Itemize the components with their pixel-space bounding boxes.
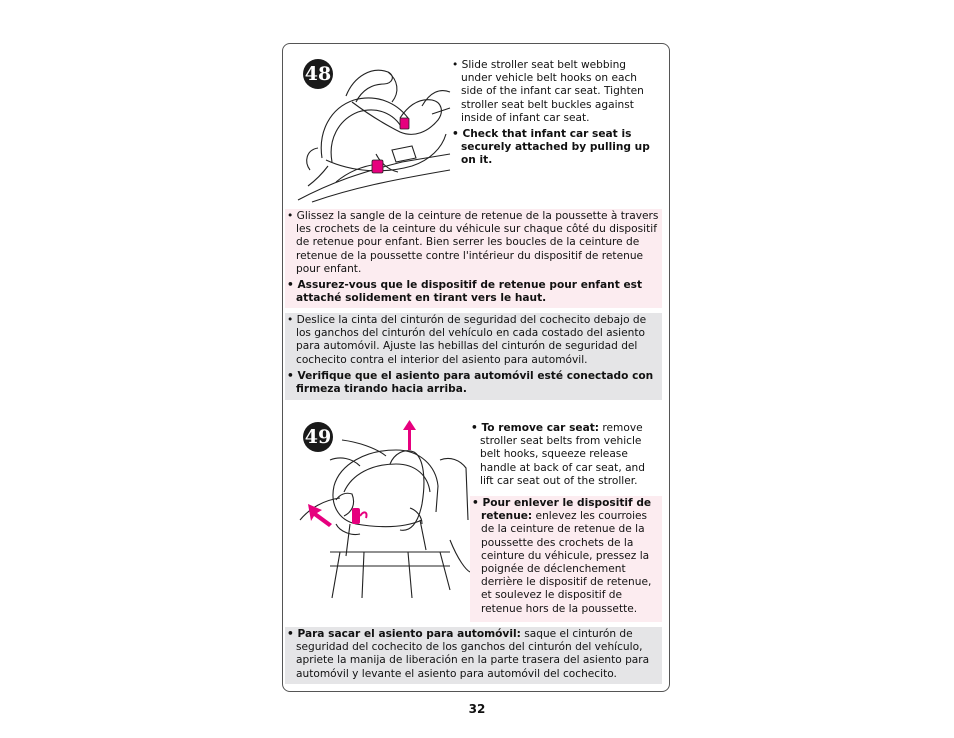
page-number: 32: [468, 702, 486, 716]
step-49-es-text: saque el cinturón de seguridad del cochecito de los ganchos del cinturón del vehículo, apriete la manija de liberación en la parte trasera del asiento para automóvil y levante el asiento para automóvil del cochecito.: [296, 628, 650, 680]
step-49-illustration: [300, 420, 470, 600]
step-48-es-box: [285, 313, 662, 400]
step-49-es-lead: • Para sacar el asiento para automóvil:: [287, 628, 521, 640]
step-48-en: [452, 59, 660, 168]
step-48-illustration: [292, 62, 452, 204]
step-48-es-text: • Deslice la cinta del cinturón de seguridad del cochecito debajo de los ganchos del cinturón del vehículo en cada costado del asiento para automóvil. Ajuste las hebillas del cinturón de seguridad del cochecito contra el interior del asiento para automóvil.: [287, 314, 647, 366]
step-49-fr-box: [470, 496, 662, 622]
step-48-en-bold: • Check that infant car seat is securely attached by pulling up on it.: [452, 128, 650, 167]
step-48-fr-box: [285, 209, 662, 308]
step-49-fr-text: enlevez les courroies de la ceinture de retenue de la poussette des crochets de la ceinture du véhicule, pressez la poignée de déclenchement derrière le dispositif de retenue, et soulevez le dispositif de retenue hors de la poussette.: [481, 510, 652, 615]
step-48-fr-text: • Glissez la sangle de la ceinture de retenue de la poussette à travers les crochets de la ceinture du véhicule sur chaque côté du dispositif de retenue pour enfant. Bien serrer les boucles de la ceinture de retenue de la poussette contre l'intérieur du dispositif de retenue pour enfant.: [287, 210, 659, 275]
step-49-fr-lead: • Pour enlever le dispositif de retenue:: [472, 497, 652, 523]
step-49-es-box: [285, 627, 662, 684]
step-48-badge: 48: [303, 59, 333, 89]
step-49-en-lead: • To remove car seat:: [471, 422, 600, 434]
step-48-fr-bold: • Assurez-vous que le dispositif de retenue pour enfant est attaché solidement en tirant vers le haut.: [287, 279, 643, 305]
step-48-es-bold: • Verifique que el asiento para automóvil esté conectado con firmeza tirando hacia arriba.: [287, 369, 654, 396]
step-48-en-text: • Slide stroller seat belt webbing under vehicle belt hooks on each side of the infant car seat. Tighten stroller seat belt buckles against inside of infant car seat.: [452, 59, 644, 124]
step-49-badge: 49: [303, 422, 333, 452]
step-49-en-text: remove stroller seat belts from vehicle belt hooks, squeeze release handle at back of car seat, and lift car seat out of the stroller.: [480, 422, 645, 487]
step-49-en: [471, 422, 657, 488]
